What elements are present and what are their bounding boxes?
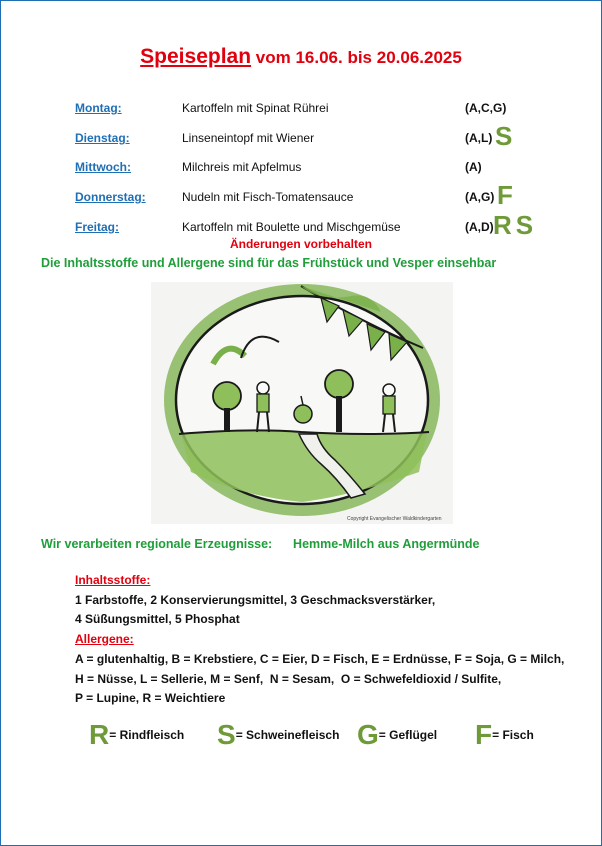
- legend-item-pork: [217, 719, 339, 751]
- legend-item-beef: [89, 719, 184, 751]
- allergens-line: H = Nüsse, L = Sellerie, M = Senf, N = Sesam, O = Schwefeldioxid / Sulfite,: [75, 672, 502, 686]
- page-title: [1, 45, 601, 69]
- legend-label: = Fisch: [492, 728, 534, 742]
- menu-row-wednesday: [75, 156, 575, 178]
- title-main: Speiseplan: [140, 45, 252, 68]
- dish-text: Milchreis mit Apfelmus: [182, 160, 302, 174]
- legend-letter: R: [89, 719, 110, 750]
- allergen-codes: (A,D): [465, 220, 494, 234]
- legend-item-fish: [475, 719, 534, 751]
- meat-mark: F: [497, 180, 517, 210]
- ingredients-info: Die Inhaltsstoffe und Allergene sind für das Frühstück und Vesper einsehbar: [41, 256, 497, 270]
- ingredients-line: 1 Farbstoffe, 2 Konservierungsmittel, 3 Geschmacksverstärker,: [75, 593, 436, 607]
- legend-letter: S: [217, 719, 236, 750]
- meat-mark: S: [495, 121, 517, 151]
- allergen-codes: (A,C,G): [465, 101, 507, 115]
- ingredients-heading: Inhaltsstoffe:: [75, 573, 151, 587]
- allergens-line: P = Lupine, R = Weichtiere: [75, 691, 226, 705]
- day-label[interactable]: Mittwoch:: [75, 160, 131, 174]
- legend-label: = Geflügel: [378, 728, 438, 742]
- changes-note: Änderungen vorbehalten: [229, 237, 372, 251]
- dish-text: Nudeln mit Fisch-Tomatensauce: [182, 190, 354, 204]
- day-label[interactable]: Montag:: [75, 101, 122, 115]
- menu-row-tuesday: [75, 121, 575, 151]
- legend-label: = Schweinefleisch: [235, 728, 340, 742]
- dish-text: Kartoffeln mit Boulette und Mischgemüse: [182, 220, 401, 234]
- meat-mark: RS: [493, 210, 538, 240]
- title-dates: vom 16.06. bis 20.06.2025: [251, 48, 462, 67]
- dish-text: Kartoffeln mit Spinat Rührei: [182, 101, 329, 115]
- day-label[interactable]: Donnerstag:: [75, 190, 146, 204]
- menu-row-thursday: [75, 180, 575, 210]
- legend-letter: F: [475, 719, 493, 750]
- meat-legend: [89, 719, 569, 753]
- forest-kindergarten-drawing: [151, 282, 453, 524]
- regional-products: Wir verarbeiten regionale Erzeugnisse: Hemme-Milch aus Angermünde: [41, 537, 480, 551]
- drawing-copyright: Copyright Evangelischer Waldkindergarten: [347, 516, 442, 522]
- ingredients-line: 4 Süßungsmittel, 5 Phosphat: [75, 612, 240, 626]
- allergens-heading: Allergene:: [75, 632, 134, 646]
- allergen-codes: (A,L): [465, 131, 493, 145]
- allergen-codes: (A): [465, 160, 482, 174]
- allergens-line: A = glutenhaltig, B = Krebstiere, C = Eier, D = Fisch, E = Erdnüsse, F = Soja, G = Milch,: [75, 652, 565, 666]
- menu-row-monday: [75, 97, 575, 119]
- dish-text: Linseneintopf mit Wiener: [182, 131, 315, 145]
- day-label[interactable]: Dienstag:: [75, 131, 130, 145]
- day-label[interactable]: Freitag:: [75, 220, 120, 234]
- legend-label: = Rindfleisch: [109, 728, 185, 742]
- allergen-codes: (A,G): [465, 190, 495, 204]
- legend-letter: G: [357, 719, 379, 750]
- legend-item-poultry: [357, 719, 437, 751]
- menu-row-friday: [75, 210, 575, 240]
